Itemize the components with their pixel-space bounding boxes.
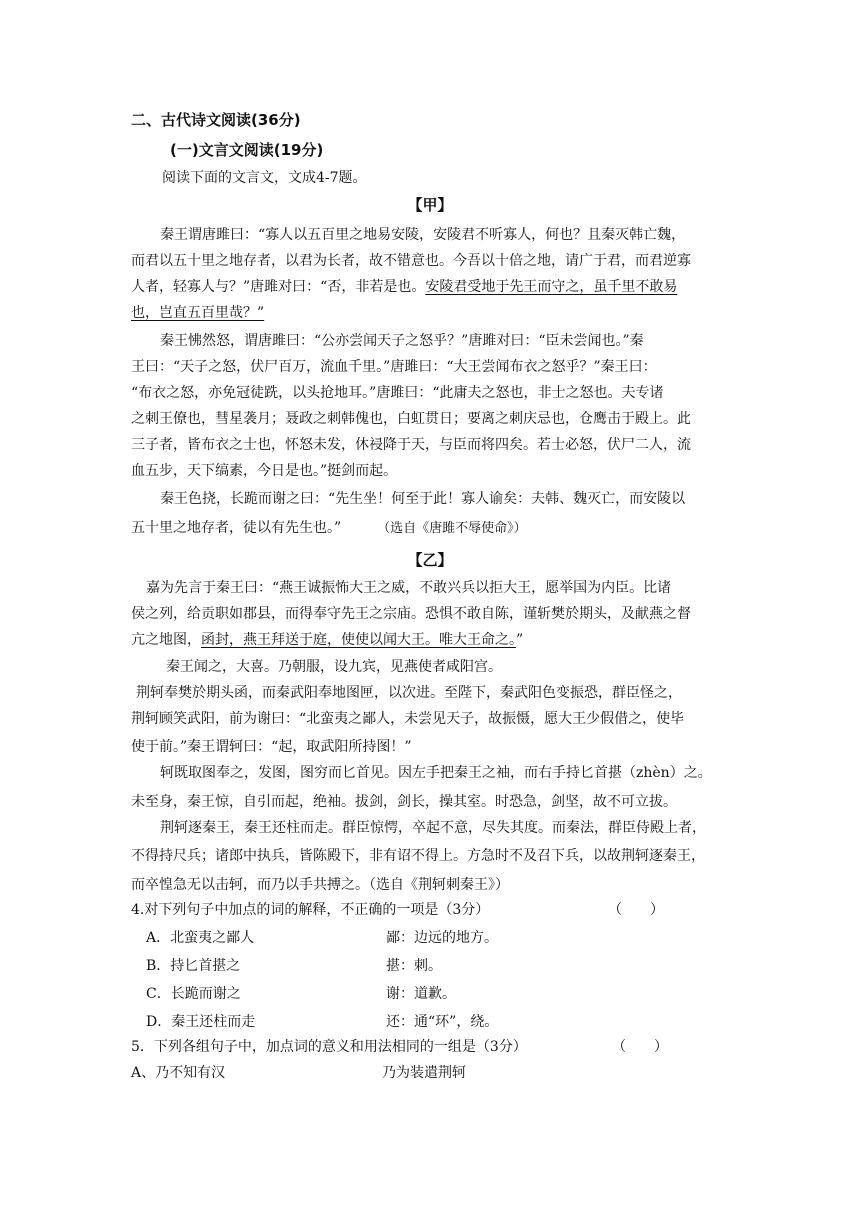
jia-line: 三子者，皆布衣之士也，怀怒未发，休祲降于天，与臣而将四矣。若士必怒，伏尸二人，流	[131, 437, 691, 453]
yi-line: 轲既取图奉之，发图，图穷而匕首见。因左手把秦王之袖，而右手持匕首揕（zhèn）之。	[160, 765, 712, 781]
q4-option-a-gloss: 鄙：边远的地方。	[386, 930, 498, 946]
jia-source: （选自《唐雎不辱使命》）	[377, 521, 527, 536]
q4-answer-blank: （ ）	[608, 902, 664, 918]
yi-line: 荆轲逐秦王，秦王还柱而走。群臣惊愕，卒起不意，尽失其度。而秦法，群臣侍殿上者，	[160, 820, 706, 836]
yi-line: 而卒惶急无以击轲，而乃以手共搏之。（选自《荆轲刺秦王》）	[131, 877, 509, 893]
q4-option-d: D．秦王还柱而走	[146, 1014, 256, 1030]
q5-option-a-left: A、乃不知有汉	[131, 1065, 226, 1081]
yi-line: 荆轲顾笑武阳，前为谢曰：“北蛮夷之鄙人，未尝见天子，故振慑，愿大王少假借之，使毕	[131, 711, 685, 727]
jia-line: 而君以五十里之地存者，以君为长者，故不错意也。今吾以十倍之地，请广于君，而君逆寡	[131, 253, 691, 269]
q4-option-a: A．北蛮夷之鄙人	[146, 930, 255, 946]
jia-line: 王曰：“天子之怒，伏尸百万，流血千里。”唐雎曰：“大王尝闻布衣之怒乎？”秦王曰：	[131, 359, 657, 375]
jia-line: 秦王色挠，长跪而谢之曰：“先生坐！何至于此！寡人谕矣：夫韩、魏灭亡，而安陵以	[160, 491, 686, 507]
q4-stem: 4.对下列句子中加点的词的解释，不正确的一项是（3分）	[131, 902, 490, 918]
jia-label: 【甲】	[407, 196, 453, 214]
underlined-phrase: 函封，燕王拜送于庭，使使以闻大王。唯大王命之。	[201, 632, 516, 648]
instruction: 阅读下面的文言文，文成4-7题。	[162, 170, 367, 186]
yi-line: 嘉为先言于秦王曰：“燕王诚振怖大王之威，不敢兴兵以拒大王，愿举国为内臣。比诸	[146, 580, 672, 596]
q4-option-b-gloss: 揕：刺。	[386, 958, 442, 974]
q5-stem: 5．下列各组句子中，加点词的意义和用法相同的一组是（3分）	[131, 1039, 527, 1055]
q5-answer-blank: （ ）	[612, 1039, 668, 1055]
yi-line: 亢之地图，函封，燕王拜送于庭，使使以闻大王。唯大王命之。”	[131, 632, 524, 648]
q5-option-a-right: 乃为装遣荆轲	[382, 1065, 466, 1081]
yi-line: 秦王闻之，大喜。乃朝服，设九宾，见燕使者咸阳宫。	[166, 659, 502, 675]
q4-option-c: C．长跪而谢之	[146, 986, 241, 1002]
subsection-title: (一)文言文阅读(19分)	[170, 141, 324, 159]
jia-line: 之刺王僚也，彗星袭月；聂政之刺韩傀也，白虹贯日；要离之刺庆忌也，仓鹰击于殿上。此	[131, 411, 691, 427]
jia-line: 人者，轻寡人与？”唐雎对曰：“否，非若是也。安陵君受地于先王而守之，虽千里不敢易	[131, 279, 678, 295]
q4-option-d-gloss: 还：通“环”，绕。	[386, 1014, 499, 1030]
yi-line: 侯之列，给贡职如郡县，而得奉守先王之宗庙。恐惧不敢自陈，谨斩樊於期头，及献燕之督	[131, 606, 691, 622]
yi-label: 【乙】	[407, 551, 453, 569]
jia-line: 秦王怫然怒，谓唐雎曰：“公亦尝闻天子之怒乎？”唐雎对曰：“臣未尝闻也。”秦	[160, 333, 644, 349]
underlined-phrase: 安陵君受地于先王而守之，虽千里不敢易	[425, 279, 678, 295]
yi-line: 荆轲奉樊於期头函，而秦武阳奉地图匣，以次进。至陛下，秦武阳色变振恐，群臣怪之，	[136, 685, 682, 701]
jia-line: 五十里之地存者，徒以有先生也。” （选自《唐雎不辱使命》）	[131, 520, 527, 536]
yi-line: 不得持尺兵；诸郎中执兵，皆陈殿下，非有诏不得上。方急时不及召下兵，以故荆轲逐秦王，	[131, 848, 705, 864]
q4-option-c-gloss: 谢：道歉。	[386, 986, 456, 1002]
q4-option-b: B．持匕首揕之	[146, 958, 241, 974]
jia-line: 秦王谓唐雎曰：“寡人以五百里之地易安陵，安陵君不听寡人，何也？且秦灭韩亡魏，	[160, 227, 686, 243]
section-title: 二、古代诗文阅读(36分)	[131, 111, 301, 129]
yi-line: 未至身，秦王惊，自引而起，绝袖。拔剑，剑长，操其室。时恐急，剑坚，故不可立拔。	[131, 794, 677, 810]
jia-line: “布衣之怒，亦免冠徒跣，以头抢地耳。”唐雎曰：“此庸夫之怒也，非士之怒也。夫专诸	[131, 385, 664, 401]
jia-line: 也，岂直五百里哉？”	[131, 305, 265, 321]
yi-line: 使于前。”秦王谓轲曰：“起，取武阳所持图！”	[131, 739, 412, 755]
jia-line: 血五步，天下缟素，今日是也。”挺剑而起。	[131, 463, 398, 479]
